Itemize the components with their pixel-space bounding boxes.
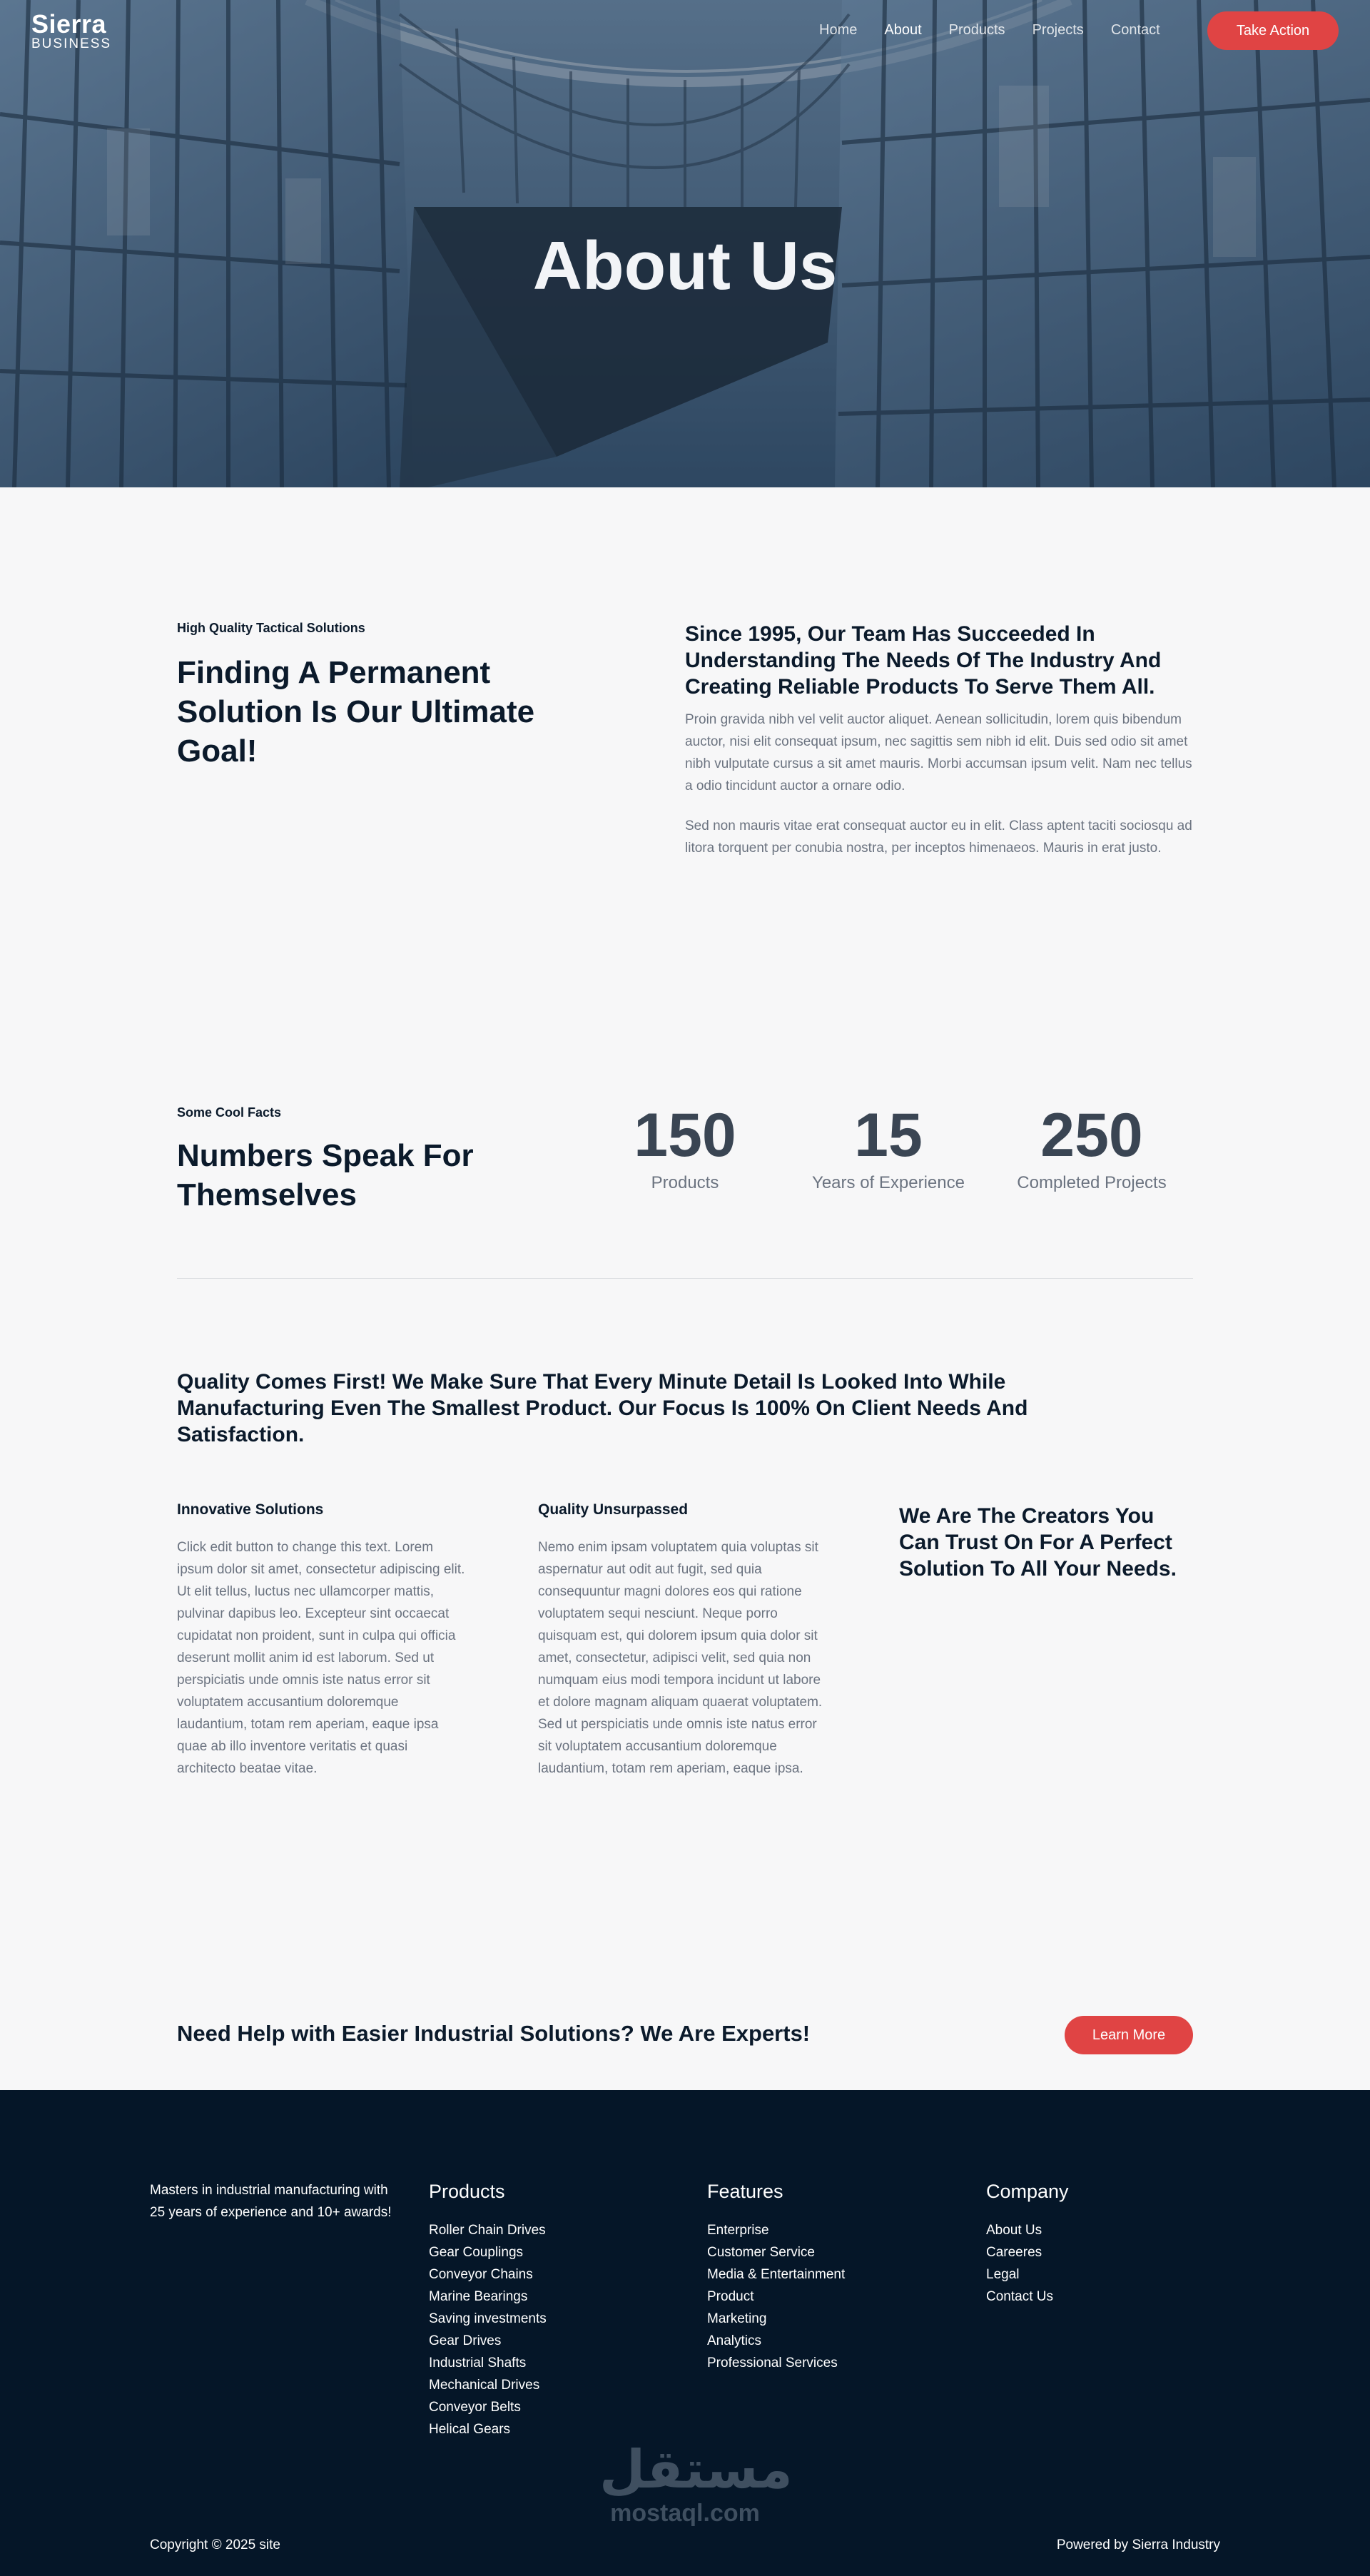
innovative-solutions-text: Click edit button to change this text. Lorem ipsum dolor sit amet, consectetur adipiscing elit. Ut elit tellus, luctus nec ullamcorper mattis, pulvinar dapibus leo. Excepteur sint occaecat cupidatat non proident, sunt in culpa qui officia deserunt mollit anim id est laborum. Sed ut perspiciatis unde omnis iste natus error sit voluptatem accusantium doloremque laudantium, totam rem aperiam, eaque ipsa quae ab illo inventore veritatis et quasi architecto beatae vitae. [177, 1540, 465, 1776]
stat-value: 15 [854, 1101, 923, 1170]
footer-link[interactable]: Analytics [707, 2333, 762, 2348]
stat-label: Years of Experience [812, 1173, 965, 1192]
facts-heading: Numbers Speak For Themselves [177, 1138, 474, 1212]
stat-projects [985, 1101, 1199, 1194]
page-title: About Us [532, 228, 838, 304]
footer-link[interactable]: Professional Services [707, 2356, 838, 2370]
footer-column-title: Features [707, 2181, 783, 2202]
stat-value: 150 [634, 1101, 736, 1170]
footer-link[interactable]: Roller Chain Drives [429, 2223, 546, 2238]
site-footer [0, 2090, 1370, 2576]
footer-products-column [429, 2179, 547, 2440]
innovative-solutions-title: Innovative Solutions [177, 1501, 324, 1518]
footer-link[interactable]: Media & Entertainment [707, 2267, 846, 2282]
nav-home[interactable]: Home [819, 22, 858, 38]
quality-unsurpassed-title: Quality Unsurpassed [538, 1501, 689, 1518]
stat-products [578, 1101, 792, 1194]
watermark-latin: mostaql.com [610, 2500, 760, 2527]
footer-link[interactable]: Conveyor Chains [429, 2267, 533, 2282]
about-paragraph-2: Sed non mauris vitae erat consequat auctor eu in elit. Class aptent taciti sociosqu ad litora torquent per conubia nostra, per inceptos himenaeos. Mauris in erat justo. [685, 818, 1192, 856]
footer-link[interactable]: Mechanical Drives [429, 2378, 540, 2393]
main-nav [819, 21, 1187, 39]
about-heading: Finding A Permanent Solution Is Our Ultimate Goal! [177, 655, 535, 769]
footer-link[interactable]: Conveyor Belts [429, 2400, 521, 2415]
footer-link[interactable]: Gear Couplings [429, 2245, 524, 2260]
footer-link[interactable]: Product [707, 2289, 754, 2304]
creators-heading: We Are The Creators You Can Trust On For A Perfect Solution To All Your Needs. [899, 1504, 1177, 1581]
learn-more-button[interactable]: Learn More [1065, 2016, 1193, 2054]
powered-by-text: Powered by Sierra Industry [1056, 2537, 1220, 2552]
footer-link[interactable]: Customer Service [707, 2245, 815, 2260]
nav-contact[interactable]: Contact [1110, 22, 1160, 38]
footer-link[interactable]: Contact Us [986, 2289, 1053, 2304]
footer-link[interactable]: Industrial Shafts [429, 2356, 527, 2370]
footer-link[interactable]: Legal [986, 2267, 1020, 2282]
footer-link[interactable]: Marketing [707, 2311, 767, 2326]
footer-link[interactable]: Gear Drives [429, 2333, 502, 2348]
take-action-button[interactable]: Take Action [1207, 11, 1339, 50]
mostaql-watermark [599, 2439, 793, 2527]
footer-link[interactable]: Helical Gears [429, 2422, 511, 2437]
watermark-arabic: مستقل [599, 2439, 793, 2500]
footer-link[interactable]: Enterprise [707, 2223, 769, 2238]
footer-column-title: Company [986, 2181, 1069, 2202]
logo-subtitle: BUSINESS [31, 36, 112, 51]
footer-link[interactable]: Saving investments [429, 2311, 547, 2326]
help-cta-text: Need Help with Easier Industrial Solutions? We Are Experts! [177, 2021, 811, 2046]
about-eyebrow: High Quality Tactical Solutions [177, 621, 365, 635]
quality-heading: Quality Comes First! We Make Sure That Every Minute Detail Is Looked Into While Manufacturing Even The Smallest Product. Our Focus Is 100% On Client Needs And Satisfaction. [177, 1370, 1028, 1446]
footer-about-text: Masters in industrial manufacturing with 25 years of experience and 10+ awards! [150, 2183, 392, 2220]
stat-years [781, 1101, 995, 1194]
footer-link[interactable]: About Us [986, 2223, 1042, 2238]
facts-eyebrow: Some Cool Facts [177, 1105, 282, 1120]
quality-unsurpassed-text: Nemo enim ipsam voluptatem quia voluptas sit aspernatur aut odit aut fugit, sed quia consequuntur magni dolores eos qui ratione voluptatem sequi nesciunt. Neque porro quisquam est, qui dolorem ipsum quia dolor sit amet, consectetur, adipisci velit, sed quia non numquam eius modi tempora incidunt ut labore et dolore magnam aliquam quaerat voluptatem. Sed ut perspiciatis unde omnis iste natus error sit voluptatem accusantium doloremque laudantium, totam rem aperiam, eaque ipsa. [538, 1540, 823, 1776]
nav-projects[interactable]: Projects [1032, 22, 1084, 38]
footer-features-column [707, 2179, 845, 2374]
section-divider [177, 1278, 1193, 1279]
stat-value: 250 [1040, 1101, 1143, 1170]
copyright-text: Copyright © 2025 site [150, 2537, 280, 2552]
footer-company-column [986, 2179, 1069, 2308]
footer-column-title: Products [429, 2181, 505, 2202]
stat-label: Completed Projects [1017, 1173, 1167, 1192]
about-subheading: Since 1995, Our Team Has Succeeded In Understanding The Needs Of The Industry And Creating Reliable Products To Serve Them All. [685, 622, 1162, 699]
site-logo[interactable] [31, 10, 111, 51]
hero-section [0, 0, 1370, 487]
nav-about[interactable]: About [884, 22, 922, 38]
logo-name: Sierra [31, 9, 107, 39]
nav-products[interactable]: Products [948, 22, 1005, 38]
stat-label: Products [651, 1173, 719, 1192]
footer-link[interactable]: Marine Bearings [429, 2289, 528, 2304]
about-paragraph-1: Proin gravida nibh vel velit auctor aliquet. Aenean sollicitudin, lorem quis bibendum auctor, nisi elit consequat ipsum, nec sagittis sem nibh id elit. Duis sed odio sit amet nibh vulputate cursus a sit amet mauris. Morbi accumsan ipsum velit. Nam nec tellus a odio tincidunt auctor a ornare odio. [685, 712, 1192, 793]
footer-link[interactable]: Careeres [986, 2245, 1042, 2260]
